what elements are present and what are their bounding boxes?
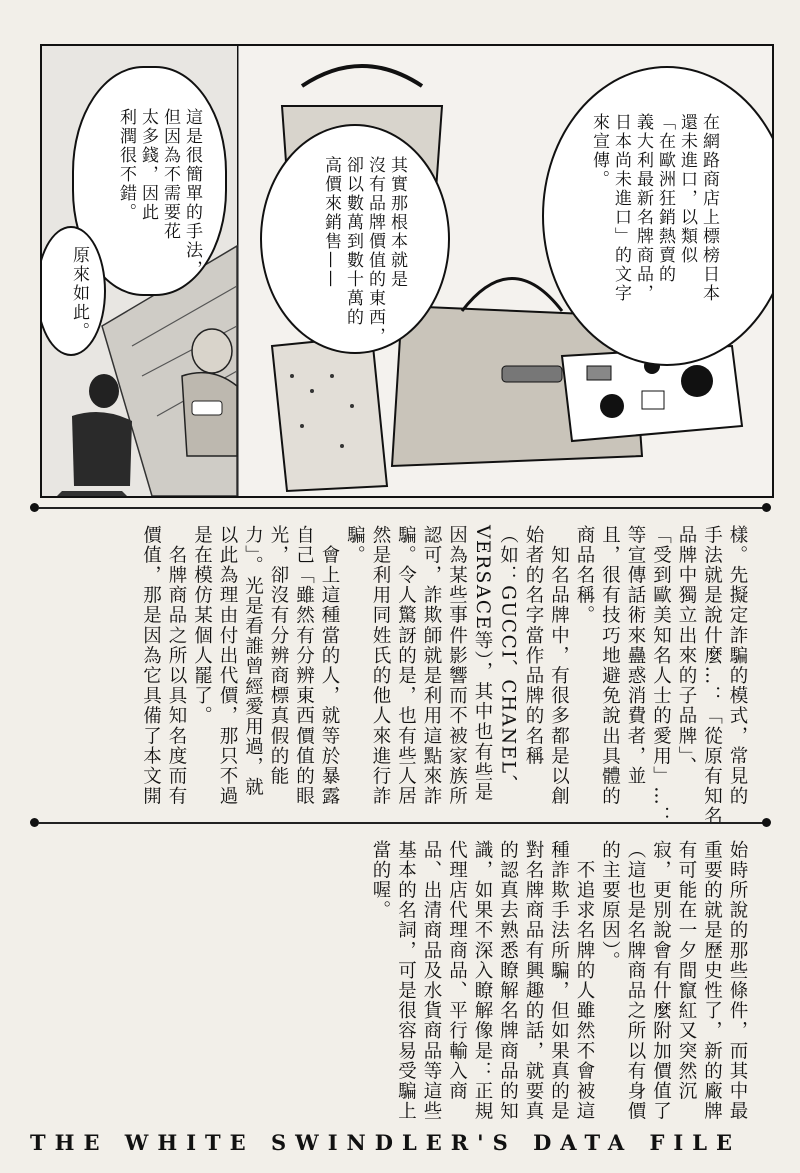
text-line: 騙。令人驚訝的是，也有些人居: [395, 525, 417, 807]
text-line: 樣。先擬定詐騙的模式，常見的: [727, 525, 748, 807]
text-line: 力」。光是看誰曾經愛用過，就: [242, 525, 264, 798]
text-line: 始時所說的那些條件，而其中最: [727, 840, 748, 1122]
text-line: 基本的名詞，可是很容易受騙上: [395, 840, 417, 1122]
divider-dot: [762, 503, 771, 512]
text-line: 當的喔。: [370, 840, 391, 921]
text-line: 始者的名字當作品牌的名稱: [523, 525, 544, 767]
text-line: 價值，那是因為它具備了本文開: [140, 525, 162, 807]
footer-title: THE WHITE SWINDLER'S DATA FILE: [30, 1130, 742, 1155]
text-line: 是在模仿某個人罷了。: [191, 525, 213, 726]
section-divider-middle: [38, 822, 764, 824]
text-line: 手法就是說什麼…：「從原有知名: [701, 525, 723, 827]
text-line: （這也是名牌商品之所以有身價: [625, 840, 646, 1122]
bubble-text-left-upper: 這是很簡單的手法， 但因為不需要花 太多錢，因此 利潤很不錯。: [116, 108, 202, 279]
text-line: 重要的就是歷史性了，新的廠牌: [701, 840, 723, 1122]
text-line: （如：GUCCI、CHANEL、: [497, 525, 519, 795]
text-line: 以此為理由付出代價，那只不過: [217, 525, 238, 807]
text-line: 的主要原因）。: [599, 840, 621, 972]
article-text-upper: [138, 525, 750, 827]
text-line: 品、出清商品及水貨商品等這些: [421, 840, 442, 1122]
speech-bubble-middle: [260, 124, 450, 354]
text-line: 認可，詐欺師就是利用這點來詐: [421, 525, 442, 807]
text-line: 代理店代理商品、平行輸入商: [446, 840, 468, 1102]
section-divider-top: [38, 507, 764, 509]
bubble-text-right: 在網路商店上標榜日本 還未進口，以類似 「在歐洲狂銷熱賣的 義大利最新名牌商品， 日本尚未進口」的文字 來宣傳。: [589, 113, 719, 303]
text-line: 知名品牌中，有很多都是以創: [548, 525, 570, 807]
text-line: 騙。: [344, 525, 366, 566]
text-line: 等宣傳話術來蠱惑消費者，並: [625, 525, 646, 787]
comic-panel: [40, 44, 774, 498]
bubble-text-left-small: 原來如此。: [69, 246, 89, 341]
text-line: 有可能在一夕間竄紅又突然沉: [676, 840, 697, 1102]
text-line: 不追求名牌的人雖然不會被這: [574, 840, 595, 1122]
text-line: 會上這種當的人，就等於暴露: [319, 525, 340, 807]
text-line: 對名牌商品有興趣的話，就要真: [523, 840, 544, 1122]
text-line: 然是利用同姓氏的他人來進行詐: [370, 525, 391, 807]
text-line: 自己「雖然有分辨東西價值的眼: [293, 525, 315, 807]
text-line: 名牌商品之所以具知名度而有: [166, 525, 187, 807]
text-line: 光，卻沒有分辨商標真假的能: [268, 525, 289, 787]
text-line: 的認真去熟悉瞭解名牌商品的知: [497, 840, 519, 1122]
text-line: 品牌中獨立出來的子品牌」、: [676, 525, 697, 778]
bubble-text-middle: 其實那根本就是 沒有品牌價值的東西， 卻以數萬到數十萬的 高價來銷售——: [321, 156, 407, 346]
text-line: 種詐欺手法所騙，但如果真的是: [548, 840, 570, 1122]
text-line: 「受到歐美知名人士的愛用」…：: [650, 525, 672, 827]
speech-bubble-right: [542, 66, 774, 366]
text-line: 識，如果不深入瞭解像是：正規: [472, 840, 493, 1122]
text-line: 因為某些事件影響而不被家族所: [446, 525, 468, 807]
text-line: 且，很有技巧地避免說出具體的: [599, 525, 621, 807]
text-line: 寂，更別說會有什麼附加價值了: [650, 840, 672, 1122]
divider-dot: [762, 818, 771, 827]
text-line: 商品名稱。: [574, 525, 595, 626]
article-text-lower: [368, 840, 751, 1130]
text-line: VERSACE等），其中也有些是: [472, 525, 493, 803]
